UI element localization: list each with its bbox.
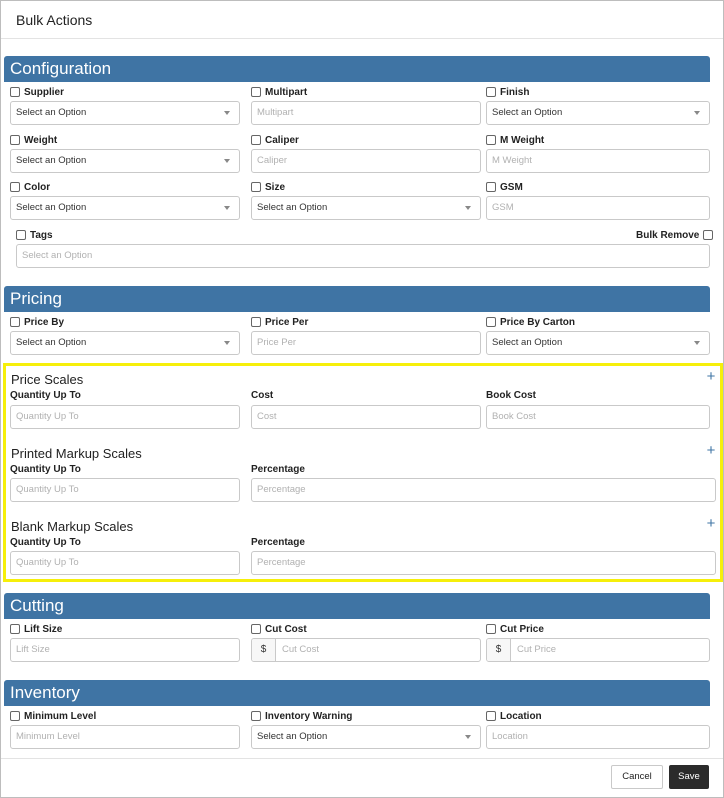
price-scales-quantity-label: Quantity Up To — [10, 390, 81, 401]
weight-select[interactable] — [10, 149, 240, 173]
weight-checkbox-label[interactable] — [10, 133, 57, 147]
color-checkbox[interactable] — [10, 182, 20, 192]
m-weight-placeholder: M Weight — [492, 155, 532, 166]
minimum-level-label: Minimum Level — [24, 710, 97, 722]
price-by-carton-checkbox-label[interactable] — [486, 315, 575, 329]
multipart-checkbox-label[interactable] — [251, 85, 307, 99]
bulk-remove-checkbox-label[interactable] — [636, 228, 717, 242]
size-select-value: Select an Option — [257, 202, 328, 213]
price-per-placeholder: Price Per — [257, 337, 297, 348]
cut-cost-checkbox-label[interactable] — [251, 622, 307, 636]
inventory-warning-checkbox[interactable] — [251, 711, 261, 721]
price-scales-book-cost-label: Book Cost — [486, 390, 536, 401]
plus-icon[interactable]: + — [706, 442, 716, 459]
gsm-label: GSM — [500, 181, 523, 193]
price-by-checkbox[interactable] — [10, 317, 20, 327]
printed-markup-quantity-label: Quantity Up To — [10, 464, 81, 475]
tags-checkbox[interactable] — [16, 230, 26, 240]
chevron-down-icon — [465, 735, 471, 739]
save-button[interactable]: Save — [669, 765, 709, 789]
cut-cost-checkbox[interactable] — [251, 624, 261, 634]
price-by-carton-label: Price By Carton — [500, 316, 576, 328]
m-weight-label: M Weight — [500, 134, 545, 146]
finish-checkbox[interactable] — [486, 87, 496, 97]
cut-price-checkbox-label[interactable] — [486, 622, 544, 636]
tags-checkbox-label[interactable] — [16, 228, 53, 242]
color-select-value: Select an Option — [16, 202, 87, 213]
weight-label: Weight — [24, 134, 58, 146]
plus-icon[interactable]: + — [706, 515, 716, 532]
tags-multiselect[interactable] — [16, 244, 710, 268]
cancel-button[interactable]: Cancel — [611, 765, 663, 789]
color-label: Color — [24, 181, 51, 193]
multipart-label: Multipart — [265, 86, 308, 98]
lift-size-checkbox-label[interactable] — [10, 622, 62, 636]
blank-markup-quantity-placeholder: Quantity Up To — [16, 557, 79, 568]
caliper-label: Caliper — [265, 134, 299, 146]
printed-markup-percentage-label: Percentage — [251, 464, 305, 475]
gsm-checkbox-label[interactable] — [486, 180, 523, 194]
finish-select[interactable] — [486, 101, 710, 125]
weight-select-value: Select an Option — [16, 155, 87, 166]
scales-highlight-frame — [3, 363, 723, 582]
price-scales-title: Price Scales — [11, 372, 84, 387]
blank-markup-percentage-label: Percentage — [251, 537, 305, 548]
price-scales-cost-placeholder: Cost — [257, 411, 277, 422]
dollar-prefix: $ — [252, 639, 276, 661]
chevron-down-icon — [224, 111, 230, 115]
chevron-down-icon — [694, 341, 700, 345]
blank-markup-quantity-input[interactable] — [10, 551, 240, 575]
caliper-placeholder: Caliper — [257, 155, 288, 166]
inventory-warning-label: Inventory Warning — [265, 710, 353, 722]
gsm-input[interactable] — [486, 196, 710, 220]
location-checkbox[interactable] — [486, 711, 496, 721]
supplier-checkbox[interactable] — [10, 87, 20, 97]
location-input[interactable] — [486, 725, 710, 749]
modal-title: Bulk Actions — [16, 12, 93, 28]
price-by-select[interactable] — [10, 331, 240, 355]
size-select[interactable] — [251, 196, 481, 220]
inventory-warning-select[interactable] — [251, 725, 481, 749]
blank-markup-percentage-placeholder: Percentage — [257, 557, 306, 568]
color-checkbox-label[interactable] — [10, 180, 50, 194]
price-scales-book-cost-input[interactable] — [486, 405, 710, 429]
minimum-level-checkbox[interactable] — [10, 711, 20, 721]
cut-cost-label: Cut Cost — [265, 623, 307, 635]
printed-markup-percentage-input[interactable] — [251, 478, 716, 502]
chevron-down-icon — [465, 206, 471, 210]
plus-icon[interactable]: + — [706, 368, 716, 385]
lift-size-placeholder: Lift Size — [16, 644, 50, 655]
price-per-label: Price Per — [265, 316, 309, 328]
cut-price-placeholder: Cut Price — [517, 644, 557, 655]
lift-size-checkbox[interactable] — [10, 624, 20, 634]
finish-checkbox-label[interactable] — [486, 85, 529, 99]
price-scales-cost-input[interactable] — [251, 405, 481, 429]
price-per-input[interactable] — [251, 331, 481, 355]
size-checkbox-label[interactable] — [251, 180, 285, 194]
inventory-warning-checkbox-label[interactable] — [251, 709, 352, 723]
price-per-checkbox-label[interactable] — [251, 315, 308, 329]
section-inventory: Inventory — [4, 680, 710, 706]
minimum-level-input[interactable] — [10, 725, 240, 749]
dollar-prefix: $ — [487, 639, 511, 661]
cut-price-label: Cut Price — [500, 623, 544, 635]
printed-markup-percentage-placeholder: Percentage — [257, 484, 306, 495]
section-configuration: Configuration — [4, 56, 710, 82]
location-placeholder: Location — [492, 731, 528, 742]
bulk-remove-checkbox[interactable] — [703, 230, 713, 240]
section-cutting: Cutting — [4, 593, 710, 619]
minimum-level-checkbox-label[interactable] — [10, 709, 96, 723]
chevron-down-icon — [224, 159, 230, 163]
multipart-placeholder: Multipart — [257, 107, 294, 118]
supplier-select-value: Select an Option — [16, 107, 87, 118]
supplier-select[interactable] — [10, 101, 240, 125]
printed-markup-scales-title: Printed Markup Scales — [11, 446, 142, 461]
tags-placeholder: Select an Option — [22, 250, 93, 261]
inventory-warning-select-value: Select an Option — [257, 731, 328, 742]
price-per-checkbox[interactable] — [251, 317, 261, 327]
multipart-checkbox[interactable] — [251, 87, 261, 97]
chevron-down-icon — [224, 341, 230, 345]
weight-checkbox[interactable] — [10, 135, 20, 145]
price-by-label: Price By — [24, 316, 65, 328]
supplier-checkbox-label[interactable] — [10, 85, 64, 99]
m-weight-checkbox[interactable] — [486, 135, 496, 145]
finish-label: Finish — [500, 86, 530, 98]
cut-cost-input[interactable] — [251, 638, 481, 662]
bulk-remove-label: Bulk Remove — [636, 229, 700, 241]
price-scales-quantity-placeholder: Quantity Up To — [16, 411, 79, 422]
lift-size-input[interactable] — [10, 638, 240, 662]
blank-markup-quantity-label: Quantity Up To — [10, 537, 81, 548]
cut-price-input[interactable] — [486, 638, 710, 662]
cut-cost-placeholder: Cut Cost — [282, 644, 319, 655]
size-checkbox[interactable] — [251, 182, 261, 192]
m-weight-checkbox-label[interactable] — [486, 133, 544, 147]
chevron-down-icon — [224, 206, 230, 210]
multipart-input[interactable] — [251, 101, 481, 125]
price-by-select-value: Select an Option — [16, 337, 87, 348]
m-weight-input[interactable] — [486, 149, 710, 173]
gsm-checkbox[interactable] — [486, 182, 496, 192]
price-scales-quantity-input[interactable] — [10, 405, 240, 429]
gsm-placeholder: GSM — [492, 202, 514, 213]
minimum-level-placeholder: Minimum Level — [16, 731, 80, 742]
lift-size-label: Lift Size — [24, 623, 63, 635]
blank-markup-scales-title: Blank Markup Scales — [11, 519, 134, 534]
price-by-carton-select[interactable] — [486, 331, 710, 355]
caliper-checkbox-label[interactable] — [251, 133, 299, 147]
modal-header — [1, 1, 723, 39]
location-label: Location — [500, 710, 542, 722]
printed-markup-quantity-input[interactable] — [10, 478, 240, 502]
price-by-checkbox-label[interactable] — [10, 315, 64, 329]
blank-markup-percentage-input[interactable] — [251, 551, 716, 575]
price-by-carton-select-value: Select an Option — [492, 337, 563, 348]
price-scales-book-cost-placeholder: Book Cost — [492, 411, 536, 422]
section-pricing: Pricing — [4, 286, 710, 312]
footer-divider — [1, 758, 723, 759]
price-scales-cost-label: Cost — [251, 390, 274, 401]
caliper-checkbox[interactable] — [251, 135, 261, 145]
cut-price-checkbox[interactable] — [486, 624, 496, 634]
supplier-label: Supplier — [24, 86, 65, 98]
finish-select-value: Select an Option — [492, 107, 563, 118]
tags-label: Tags — [30, 229, 53, 241]
color-select[interactable] — [10, 196, 240, 220]
price-by-carton-checkbox[interactable] — [486, 317, 496, 327]
caliper-input[interactable] — [251, 149, 481, 173]
size-label: Size — [265, 181, 286, 193]
chevron-down-icon — [694, 111, 700, 115]
location-checkbox-label[interactable] — [486, 709, 542, 723]
printed-markup-quantity-placeholder: Quantity Up To — [16, 484, 79, 495]
